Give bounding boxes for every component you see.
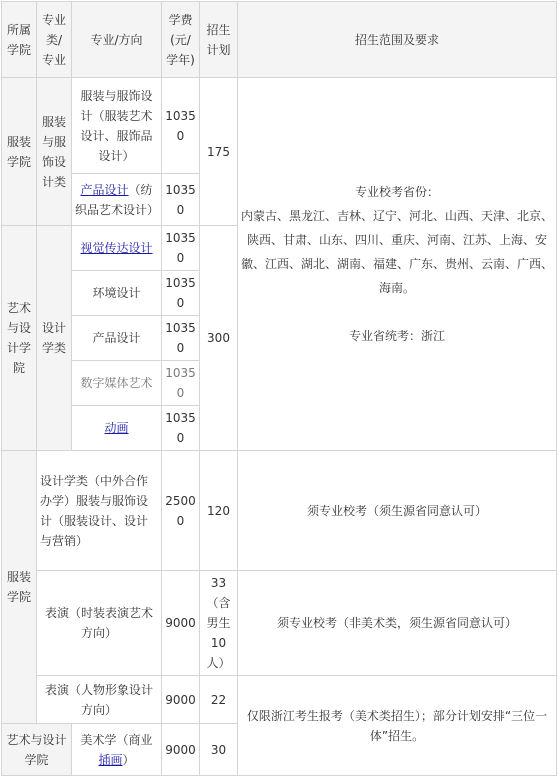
quota-cell: 175 xyxy=(200,78,238,226)
header-scope: 招生范围及要求 xyxy=(238,2,557,78)
tuition-cell: 10350 xyxy=(162,226,200,271)
table-row xyxy=(2,78,557,174)
header-college: 所属学院 xyxy=(2,2,37,78)
table-row xyxy=(2,676,557,724)
scope-cell xyxy=(238,78,557,451)
direction-cell: 产品设计 xyxy=(72,316,162,361)
tuition-cell: 25000 xyxy=(162,451,200,571)
tuition-cell: 9000 xyxy=(162,724,200,776)
direction-cell: 服装与服饰设计（服装艺术设计、服饰品设计） xyxy=(72,78,162,174)
tuition-cell: 10350 xyxy=(162,316,200,361)
quota-cell: 300 xyxy=(200,226,238,451)
tuition-cell: 10350 xyxy=(162,78,200,174)
scope-cell: 须专业校考（非美术类，须生源省同意认可） xyxy=(238,571,557,676)
direction-cell: 表演（时装表演艺术方向） xyxy=(37,571,162,676)
category-cell: 设计学类 xyxy=(37,226,72,451)
scope-cell: 须专业校考（须生源省同意认可） xyxy=(238,451,557,571)
header-tuition: 学费(元/学年) xyxy=(162,2,200,78)
scope-joint-exam: 专业省统考：浙江 xyxy=(348,329,445,343)
direction-cell: 环境设计 xyxy=(72,271,162,316)
scope-title: 专业校考省份： xyxy=(354,185,439,199)
scope-provinces: 内蒙古、黑龙江、吉林、辽宁、河北、山西、天津、北京、陕西、甘肃、山东、四川、重庆、河南、江苏、上海、安徽、江西、湖北、湖南、福建、广东、贵州、云南、广西、海南。 xyxy=(241,209,554,295)
header-category: 专业类/专业 xyxy=(37,2,72,78)
admissions-table xyxy=(1,1,557,776)
direction-link[interactable]: 视觉传达设计 xyxy=(80,241,153,255)
header-row xyxy=(2,2,557,78)
college-cell: 服装学院 xyxy=(2,78,37,226)
direction-link[interactable]: 动画 xyxy=(104,421,129,435)
header-quota: 招生计划 xyxy=(200,2,238,78)
direction-cell: 设计学类（中外合作办学）服装与服饰设计（服装设计、设计与营销） xyxy=(37,451,162,571)
college-cell: 服装学院 xyxy=(2,451,37,724)
direction-cell: 数字媒体艺术 xyxy=(72,361,162,406)
direction-link[interactable]: 插画 xyxy=(98,752,123,767)
tuition-cell: 10350 xyxy=(162,271,200,316)
direction-link[interactable]: 产品设计 xyxy=(80,182,129,197)
college-cell: 艺术与设计学院 xyxy=(2,226,37,451)
header-direction: 专业/方向 xyxy=(72,2,162,78)
tuition-cell: 10350 xyxy=(162,406,200,451)
direction-cell xyxy=(72,226,162,271)
admissions-table-wrapper xyxy=(1,1,557,776)
direction-cell xyxy=(72,406,162,451)
tuition-cell: 9000 xyxy=(162,676,200,724)
quota-cell: 33（含男生10人） xyxy=(200,571,238,676)
quota-cell: 22 xyxy=(200,676,238,724)
tuition-cell: 9000 xyxy=(162,571,200,676)
direction-cell xyxy=(72,724,162,776)
table-row xyxy=(2,571,557,676)
scope-cell: 仅限浙江考生报考（美术类招生）；部分计划安排“三位一体”招生。 xyxy=(238,676,557,776)
quota-cell: 30 xyxy=(200,724,238,776)
tuition-cell: 10350 xyxy=(162,361,200,406)
quota-cell: 120 xyxy=(200,451,238,571)
table-row xyxy=(2,451,557,571)
direction-text: 美术学（商业 xyxy=(80,732,153,747)
tuition-cell: 10350 xyxy=(162,174,200,226)
category-cell: 服装与服饰设计类 xyxy=(37,78,72,226)
direction-text: （纺织品艺术设计） xyxy=(75,182,160,217)
direction-text: ） xyxy=(122,752,135,767)
direction-cell xyxy=(72,174,162,226)
college-cell: 艺术与设计学院 xyxy=(2,724,72,776)
direction-cell: 表演（人物形象设计方向） xyxy=(37,676,162,724)
